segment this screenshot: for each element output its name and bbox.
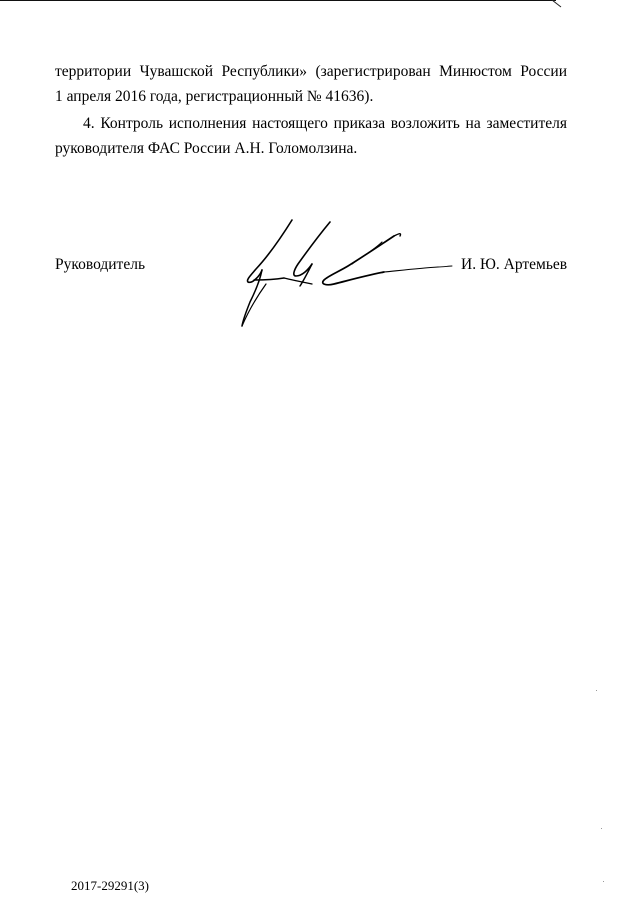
- scan-corner-mark: [552, 0, 562, 8]
- paragraph-control-clause: [55, 111, 567, 161]
- document-number: 2017-29291(3): [71, 878, 149, 893]
- signatory-name: И. Ю. Артемьев: [461, 256, 568, 273]
- paragraph-2-line-1: 4. Контроль исполнения настоящего приказа возложить на заместителя: [83, 115, 567, 132]
- signatory-title: Руководитель: [55, 256, 146, 273]
- paragraph-2-line-2: руководителя ФАС России А.Н. Голомолзина.: [55, 140, 358, 157]
- scan-speck: [603, 881, 604, 882]
- scan-edge-line: [0, 0, 556, 1]
- scan-speck: [601, 828, 602, 829]
- handwritten-signature: [232, 214, 454, 330]
- scan-speck: [596, 690, 597, 691]
- paragraph-registration: [55, 59, 567, 109]
- paragraph-1-line-2: 1 апреля 2016 года, регистрационный № 41636).: [55, 88, 374, 105]
- paragraph-1-line-1: территории Чувашской Республики» (зарегистрирован Минюстом России: [55, 63, 567, 80]
